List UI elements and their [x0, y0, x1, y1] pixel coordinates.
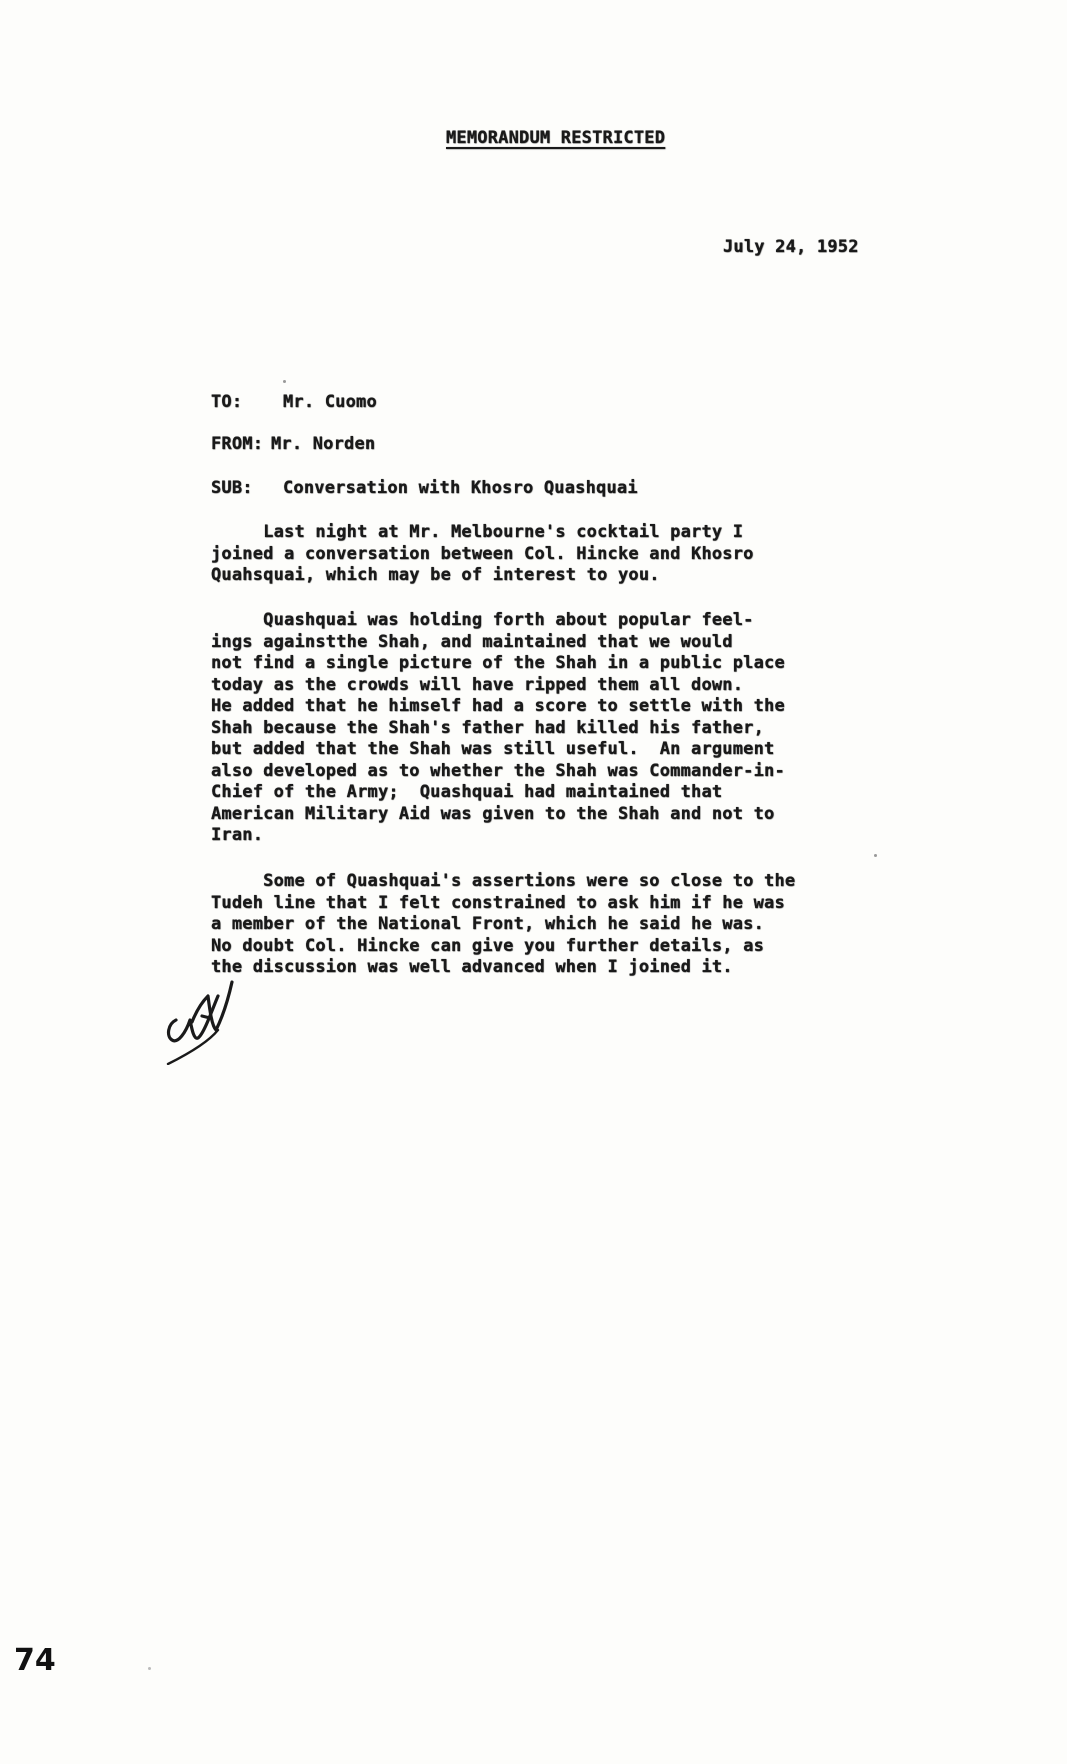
- to-value: Mr. Cuomo: [283, 392, 377, 412]
- subject-label: SUB:: [211, 478, 253, 498]
- from-label: FROM:: [211, 434, 264, 454]
- paper-speck: [283, 380, 286, 383]
- from-value: Mr. Norden: [271, 434, 376, 454]
- body-paragraph-3: Some of Quashquai's assertions were so close to the Tudeh line that I felt constrained to ask him if he was a member of the National Front, which he said he was. No doubt Col. Hincke can give you further details, as the discussion was well advanced when I joined it.: [211, 871, 796, 977]
- body-paragraph-1: Last night at Mr. Melbourne's cocktail party I joined a conversation between Col. Hincke and Khosro Quahsquai, which may be of interest to you.: [211, 522, 754, 585]
- to-line: [211, 392, 377, 412]
- paper-speck: [874, 854, 877, 857]
- body-paragraph-2: Quashquai was holding forth about popular feel- ings againstthe Shah, and maintained that we would not find a single picture of the Shah in a public place today as the crowds will have ripped them all down. He added that he himself had a score to settle with the Shah because the Shah's father had killed his father, but added that the Shah was still useful. An argument also developed as to whether the Shah was Commander-in- Chief of the Army; Quashquai had maintained that American Military Aid was given to the Shah and not to Iran.: [211, 610, 785, 845]
- handwritten-initials-icon: [162, 960, 252, 1065]
- from-line: [211, 434, 375, 454]
- page-number: 74: [14, 1643, 56, 1678]
- subject-value: Conversation with Khosro Quashquai: [283, 478, 638, 498]
- memo-heading: MEMORANDUM RESTRICTED: [446, 128, 666, 148]
- memo-date: July 24, 1952: [723, 237, 859, 257]
- paper-speck: [148, 1667, 151, 1670]
- subject-line: [211, 478, 638, 498]
- to-label: TO:: [211, 392, 243, 412]
